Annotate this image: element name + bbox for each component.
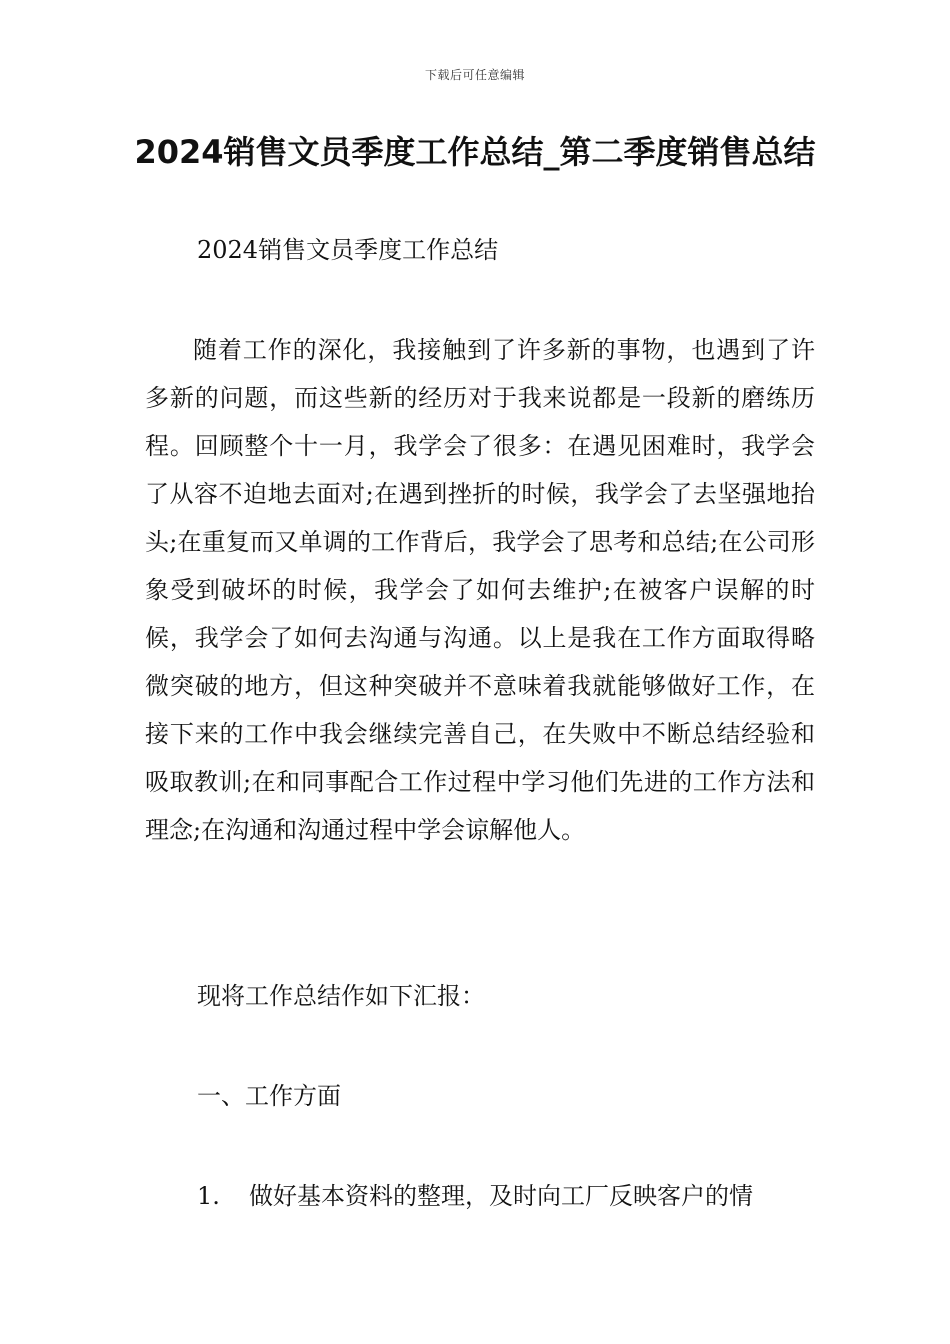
list-item-number: 1.: [197, 1182, 220, 1210]
list-item-text: 做好基本资料的整理，及时向工厂反映客户的情: [249, 1182, 753, 1210]
document-subtitle: 2024销售文员季度工作总结: [197, 236, 499, 264]
section-heading-work: 一、工作方面: [197, 1082, 341, 1110]
list-item: [145, 1172, 815, 1220]
body-paragraph-2: 现将工作总结作如下汇报：: [197, 982, 485, 1010]
paragraph-text: 随着工作的深化，我接触到了许多新的事物，也遇到了许多新的问题，而这些新的经历对于我来说都是一段新的磨练历程。回顾整个十一月，我学会了很多：在遇见困难时，我学会了从容不迫地去面对;在遇到挫折的时候，我学会了去坚强地抬头;在重复而又单调的工作背后，我学会了思考和总结;在公司形象受到破坏的时候，我学会了如何去维护;在被客户误解的时候，我学会了如何去沟通与沟通。以上是我在工作方面取得略微突破的地方，但这种突破并不意味着我就能够做好工作，在接下来的工作中我会继续完善自己，在失败中不断总结经验和吸取教训;在和同事配合工作过程中学习他们先进的工作方法和理念;在沟通和沟通过程中学会谅解他人。: [145, 336, 815, 844]
body-paragraph-1: [145, 326, 815, 854]
header-note: 下载后可任意编辑: [424, 68, 525, 82]
document-title: 2024销售文员季度工作总结_第二季度销售总结: [134, 133, 816, 171]
